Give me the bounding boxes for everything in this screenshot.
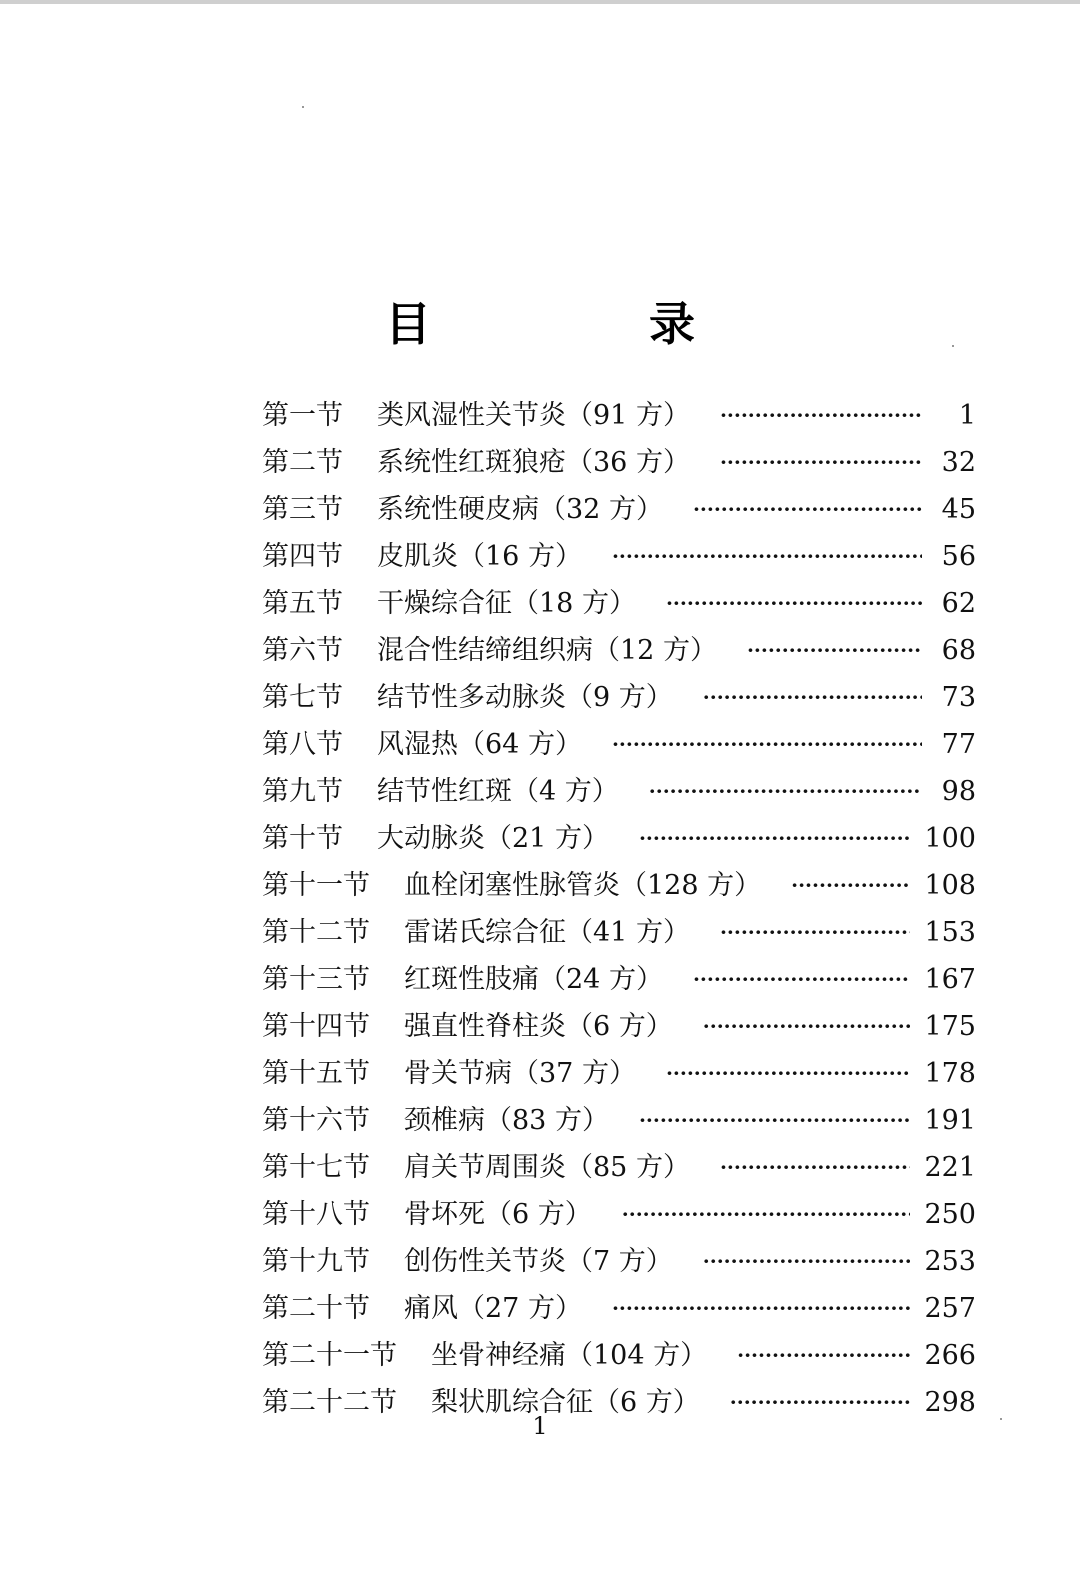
toc-entry-title: 血栓闭塞性脉管炎（128 方） bbox=[404, 870, 762, 901]
toc-page-number: 45 bbox=[941, 494, 976, 525]
toc-dot-leader bbox=[720, 909, 911, 956]
toc-entry bbox=[262, 1003, 976, 1050]
toc-entry-title: 骨坏死（6 方） bbox=[404, 1199, 592, 1230]
toc-dot-leader bbox=[649, 768, 922, 815]
toc-entry bbox=[262, 1285, 976, 1332]
toc-section-label: 第二十一节 bbox=[262, 1340, 397, 1371]
toc-entry-title: 骨关节病（37 方） bbox=[404, 1058, 636, 1089]
toc-section-label: 第六节 bbox=[262, 635, 343, 666]
toc-section-label: 第十六节 bbox=[262, 1105, 370, 1136]
toc-dot-leader bbox=[612, 721, 922, 768]
toc-page-number: 257 bbox=[924, 1293, 976, 1324]
toc-page-number: 73 bbox=[941, 682, 976, 713]
toc-page-number: 250 bbox=[924, 1199, 976, 1230]
toc-dot-leader bbox=[693, 486, 922, 533]
toc-page-number: 167 bbox=[924, 964, 976, 995]
toc-entry bbox=[262, 1050, 976, 1097]
toc-entry bbox=[262, 674, 976, 721]
toc-entry bbox=[262, 862, 976, 909]
toc-entry-title: 系统性红斑狼疮（36 方） bbox=[377, 447, 690, 478]
toc-section-label: 第七节 bbox=[262, 682, 343, 713]
toc-dot-leader bbox=[612, 533, 922, 580]
toc-page-number: 100 bbox=[924, 823, 976, 854]
toc-page-number: 77 bbox=[941, 729, 976, 760]
toc-entry bbox=[262, 768, 976, 815]
toc-entry bbox=[262, 1332, 976, 1379]
toc-entry-title: 创伤性关节炎（7 方） bbox=[404, 1246, 673, 1277]
toc-entry-title: 皮肌炎（16 方） bbox=[377, 541, 582, 572]
toc-dot-leader bbox=[666, 1050, 911, 1097]
toc-page-number: 221 bbox=[924, 1152, 976, 1183]
toc-dot-leader bbox=[693, 956, 911, 1003]
toc-entry bbox=[262, 580, 976, 627]
toc-section-label: 第二十节 bbox=[262, 1293, 370, 1324]
toc-entry-title: 风湿热（64 方） bbox=[377, 729, 582, 760]
toc-entry bbox=[262, 909, 976, 956]
toc-dot-leader bbox=[747, 627, 922, 674]
toc-dot-leader bbox=[639, 815, 911, 862]
toc-page-number: 108 bbox=[924, 870, 976, 901]
toc-entry bbox=[262, 1191, 976, 1238]
toc-entry bbox=[262, 392, 976, 439]
toc-entry-title: 痛风（27 方） bbox=[404, 1293, 582, 1324]
toc-dot-leader bbox=[666, 580, 922, 627]
toc-section-label: 第二节 bbox=[262, 447, 343, 478]
toc-dot-leader bbox=[791, 862, 910, 909]
toc-section-label: 第二十二节 bbox=[262, 1387, 397, 1418]
table-of-contents bbox=[262, 392, 976, 1426]
toc-entry bbox=[262, 439, 976, 486]
toc-entry-title: 类风湿性关节炎（91 方） bbox=[377, 400, 690, 431]
toc-entry-title: 肩关节周围炎（85 方） bbox=[404, 1152, 690, 1183]
toc-section-label: 第四节 bbox=[262, 541, 343, 572]
toc-entry bbox=[262, 486, 976, 533]
toc-page-number: 178 bbox=[924, 1058, 976, 1089]
toc-section-label: 第十八节 bbox=[262, 1199, 370, 1230]
toc-entry bbox=[262, 815, 976, 862]
toc-section-label: 第十四节 bbox=[262, 1011, 370, 1042]
toc-section-label: 第八节 bbox=[262, 729, 343, 760]
toc-entry-title: 结节性红斑（4 方） bbox=[377, 776, 619, 807]
toc-dot-leader bbox=[639, 1097, 911, 1144]
toc-entry-title: 颈椎病（83 方） bbox=[404, 1105, 609, 1136]
toc-page-number: 266 bbox=[924, 1340, 976, 1371]
toc-entry-title: 红斑性肢痛（24 方） bbox=[404, 964, 663, 995]
toc-entry-title: 结节性多动脉炎（9 方） bbox=[377, 682, 673, 713]
toc-page-number: 191 bbox=[924, 1105, 976, 1136]
toc-dot-leader bbox=[703, 1238, 911, 1285]
toc-dot-leader bbox=[720, 439, 922, 486]
toc-entry-title: 坐骨神经痛（104 方） bbox=[431, 1340, 708, 1371]
toc-dot-leader bbox=[720, 392, 922, 439]
toc-section-label: 第十二节 bbox=[262, 917, 370, 948]
page-title: 目 录 bbox=[385, 297, 781, 351]
toc-page-number: 175 bbox=[924, 1011, 976, 1042]
toc-entry-title: 强直性脊柱炎（6 方） bbox=[404, 1011, 673, 1042]
toc-entry bbox=[262, 1144, 976, 1191]
toc-page-number: 62 bbox=[941, 588, 976, 619]
toc-section-label: 第十一节 bbox=[262, 870, 370, 901]
toc-section-label: 第五节 bbox=[262, 588, 343, 619]
toc-entry bbox=[262, 627, 976, 674]
toc-dot-leader bbox=[737, 1332, 910, 1379]
toc-entry bbox=[262, 1238, 976, 1285]
toc-entry-title: 梨状肌综合征（6 方） bbox=[431, 1387, 700, 1418]
toc-entry-title: 混合性结缔组织病（12 方） bbox=[377, 635, 717, 666]
toc-section-label: 第三节 bbox=[262, 494, 343, 525]
toc-page-number: 1 bbox=[958, 400, 976, 431]
scan-speck bbox=[1000, 1418, 1002, 1420]
toc-dot-leader bbox=[720, 1144, 911, 1191]
toc-dot-leader bbox=[703, 1003, 911, 1050]
toc-section-label: 第一节 bbox=[262, 400, 343, 431]
toc-section-label: 第十三节 bbox=[262, 964, 370, 995]
scan-speck bbox=[952, 345, 954, 347]
toc-page-number: 253 bbox=[924, 1246, 976, 1277]
toc-section-label: 第十五节 bbox=[262, 1058, 370, 1089]
toc-page-number: 153 bbox=[924, 917, 976, 948]
toc-section-label: 第十九节 bbox=[262, 1246, 370, 1277]
toc-page-number: 32 bbox=[941, 447, 976, 478]
toc-page-number: 68 bbox=[941, 635, 976, 666]
page-number: 1 bbox=[532, 1412, 548, 1440]
toc-entry bbox=[262, 956, 976, 1003]
toc-entry-title: 大动脉炎（21 方） bbox=[377, 823, 609, 854]
toc-dot-leader bbox=[612, 1285, 911, 1332]
toc-section-label: 第十七节 bbox=[262, 1152, 370, 1183]
toc-entry bbox=[262, 721, 976, 768]
toc-section-label: 第十节 bbox=[262, 823, 343, 854]
toc-section-label: 第九节 bbox=[262, 776, 343, 807]
toc-page-number: 56 bbox=[941, 541, 976, 572]
toc-entry bbox=[262, 1097, 976, 1144]
toc-entry bbox=[262, 533, 976, 580]
toc-entry-title: 系统性硬皮病（32 方） bbox=[377, 494, 663, 525]
toc-page-number: 98 bbox=[941, 776, 976, 807]
scan-speck bbox=[302, 106, 304, 108]
toc-page-number: 298 bbox=[924, 1387, 976, 1418]
toc-entry-title: 干燥综合征（18 方） bbox=[377, 588, 636, 619]
page-top-edge bbox=[0, 0, 1080, 4]
toc-dot-leader bbox=[703, 674, 922, 721]
toc-dot-leader bbox=[622, 1191, 911, 1238]
toc-entry-title: 雷诺氏综合征（41 方） bbox=[404, 917, 690, 948]
